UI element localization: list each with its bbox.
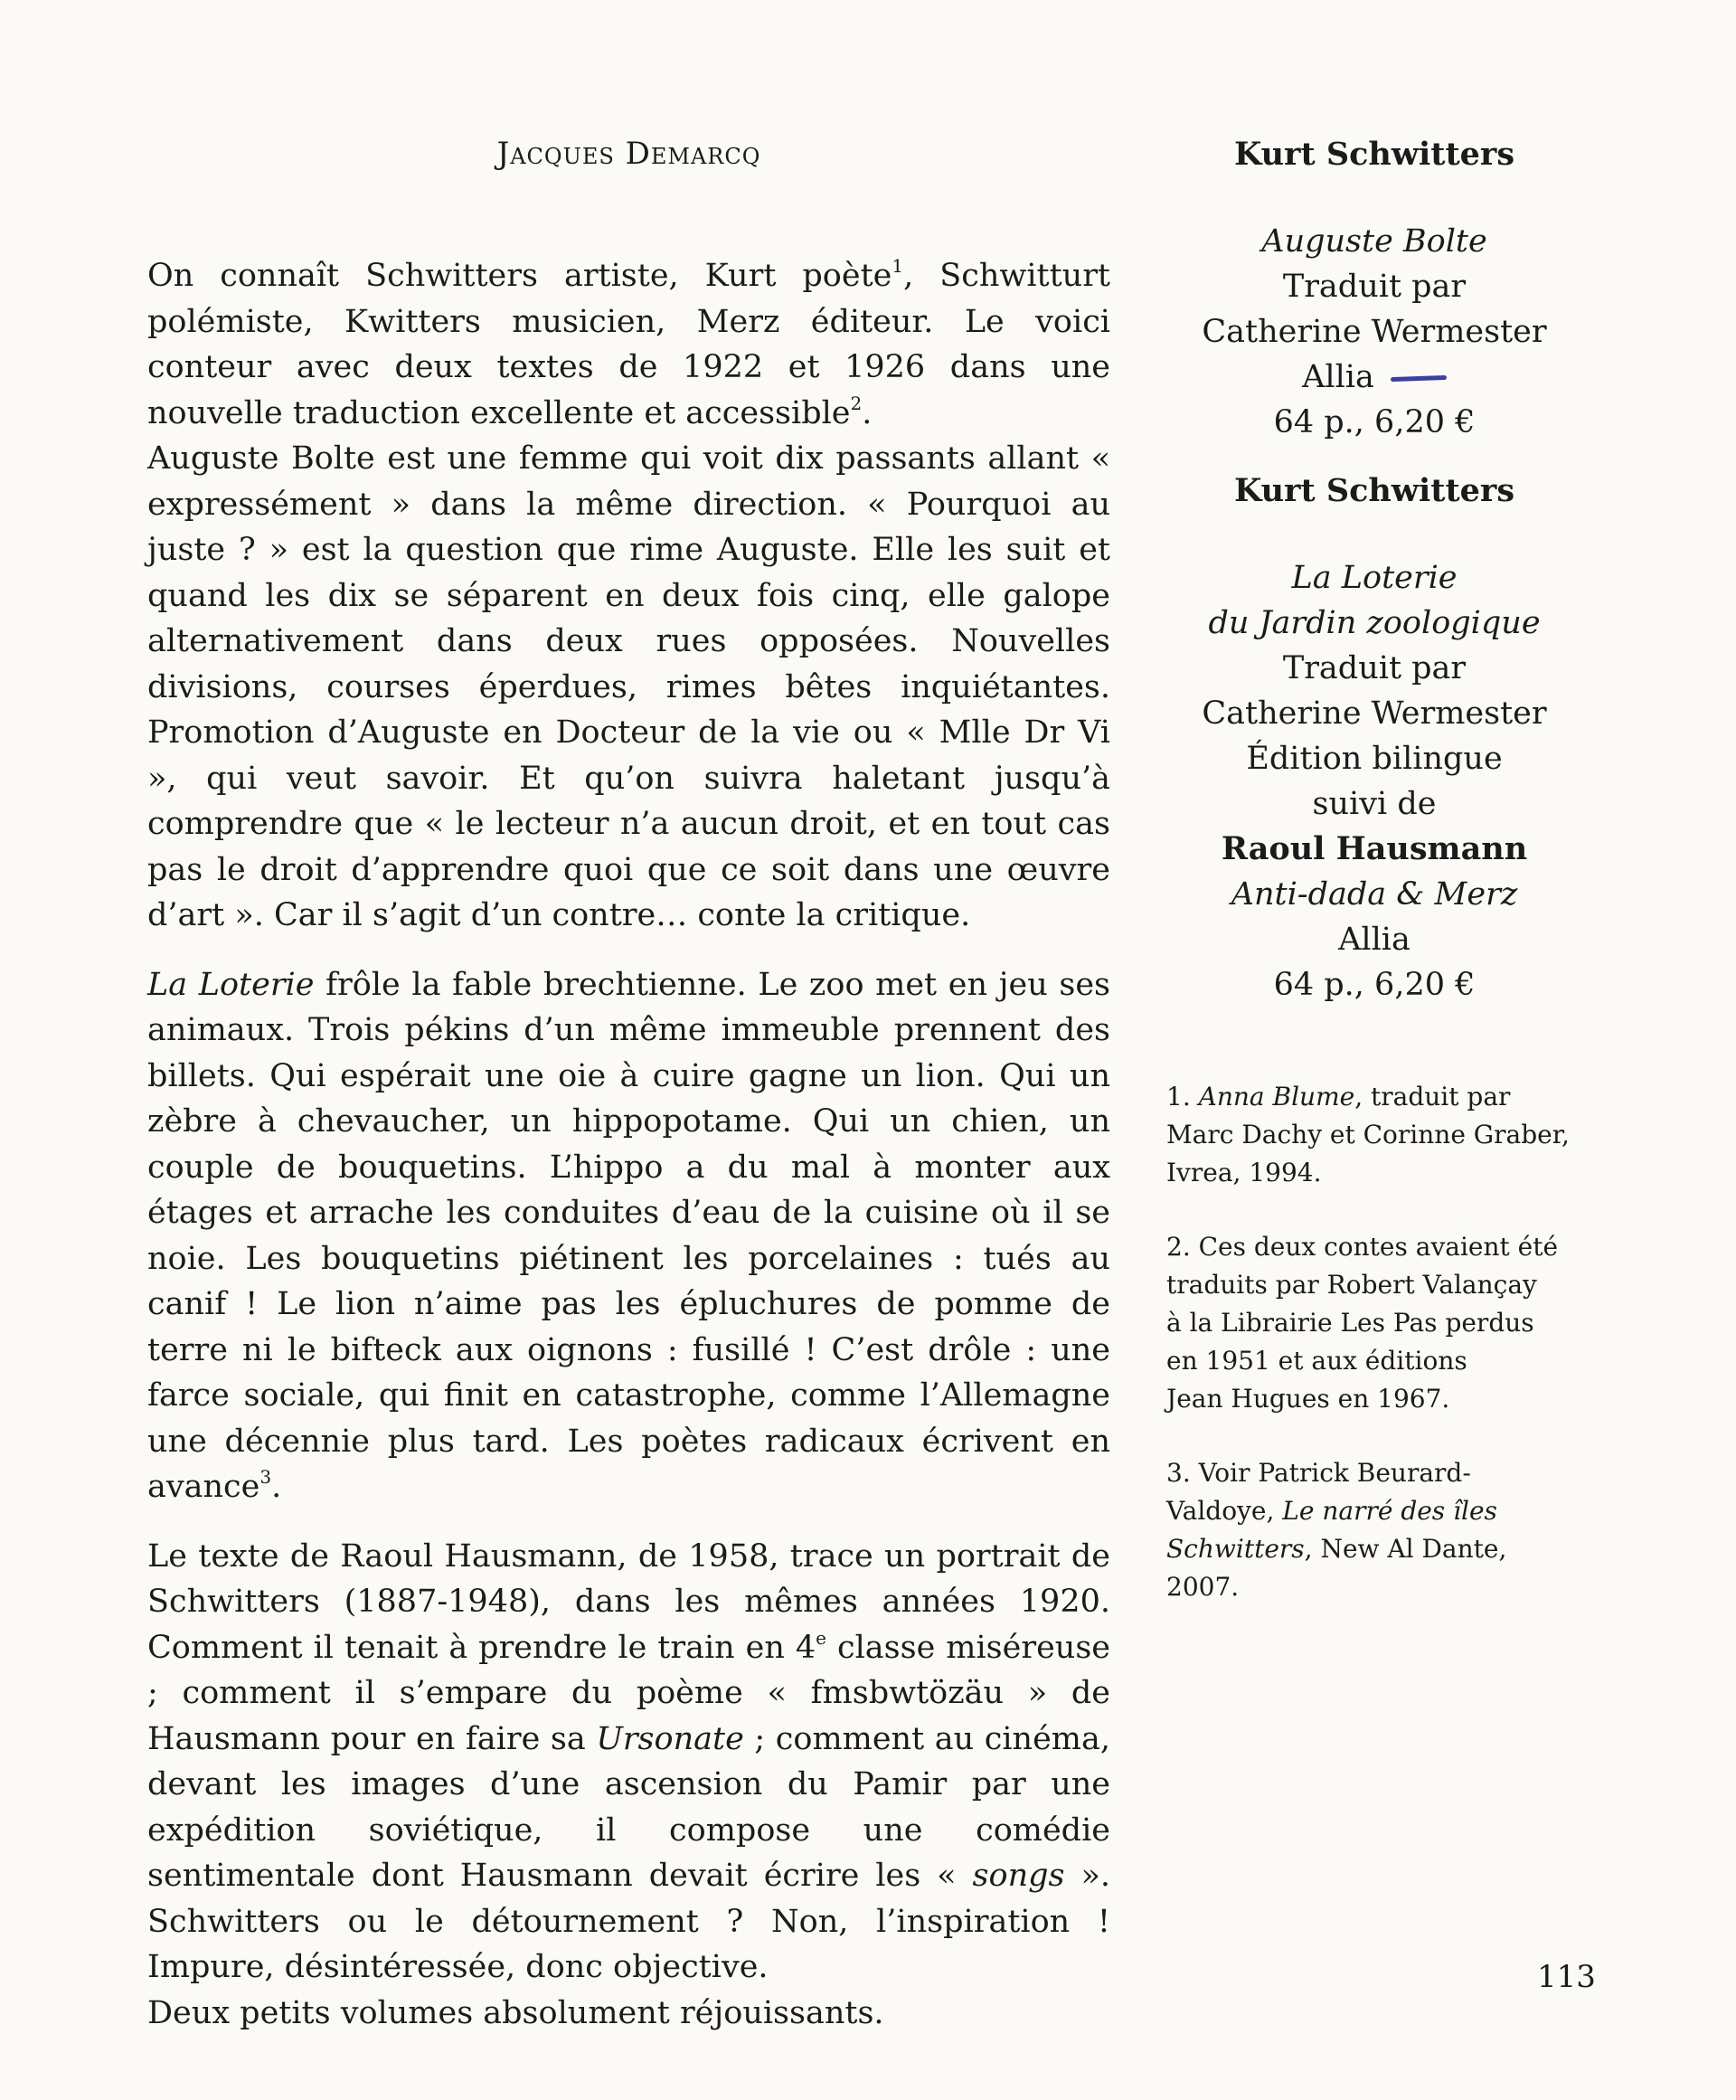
paragraph-1: On connaît Schwitters artiste, Kurt poète$^1$, Schwitturt polémiste, Kwitters musicien, Merz éditeur. Le voici conteur avec deux textes de 1922 et 1926 dans une nouvelle traduction excellente et accessible$^2$. xyxy=(147,255,1110,431)
article-column xyxy=(147,136,1110,2036)
book-1-publisher: Allia xyxy=(1302,359,1374,395)
footnote-3: 3. Voir Patrick Beurard- Valdoye, Le narré des îles Schwitters, New Al Dante, 2007. xyxy=(1166,1458,1507,1602)
book-2-title-line-1: La Loterie xyxy=(1291,560,1458,596)
book-1-author: Kurt Schwitters xyxy=(1233,136,1515,173)
book-2-second-title: Anti-dada & Merz xyxy=(1231,876,1518,913)
footnote-1: 1. Anna Blume, traduit par Marc Dachy et Corinne Graber, Ivrea, 1994. xyxy=(1166,1082,1570,1187)
paragraph-5: Deux petits volumes absolument réjouissants. xyxy=(147,1994,884,2031)
book-2-translator: Catherine Wermester xyxy=(1202,695,1547,732)
book-1: Kurt Schwitters Auguste Bolte Traduit par Catherine Wermester Allia 64 p., 6,20 € xyxy=(1175,132,1573,445)
book-2: Kurt Schwitters La Loterie du Jardin zoologique Traduit par Catherine Wermester Édition bilingue suivi de Raoul Hausmann Anti-dada & Merz Allia 64 p., 6,20 € xyxy=(1175,468,1573,1007)
footnotes xyxy=(1166,1078,1582,1642)
book-2-title-line-2: du Jardin zoologique xyxy=(1208,605,1541,641)
paragraph-2: Auguste Bolte est une femme qui voit dix passants allant « expressément » dans la même direction. « Pourquoi au juste ? » est la question que rime Auguste. Elle les suit et quand les dix se séparent en deux fois cinq, elle galope alternativement dans deux rues opposées. Nouvelles divisions, courses éperdues, rimes bêtes inquiétantes. Promotion d’Auguste en Docteur de la vie ou « Mlle Dr Vi », qui veut savoir. Et qu’on suivra haletant jusqu’à comprendre que « le lecteur n’a aucun droit, et en tout cas pas le droit d’apprendre quoi que ce soit dans une œuvre d’art ». Car il s’agit d’un contre… conte la critique. xyxy=(147,440,1110,933)
footnote-ref-2[interactable]: 2 xyxy=(850,392,863,414)
book-2-author: Kurt Schwitters xyxy=(1233,472,1515,509)
book-2-edition: Édition bilingue xyxy=(1246,741,1503,777)
book-2-publisher: Allia xyxy=(1338,922,1410,958)
paragraph-4: Le texte de Raoul Hausmann, de 1958, trace un portrait de Schwitters (1887-1948), dans les mêmes années 1920. Comment il tenait à prendre le train en 4e classe miséreuse ; comment il s’empare du poème « fmsbwtözäu » de Hausmann pour en faire sa Ursonate ; comment au cinéma, devant les images d’une ascension du Pamir par une expédition soviétique, il compose une comédie sentimentale dont Hausmann devait écrire les « songs ». Schwitters ou le détournement ? Non, l’inspiration ! Impure, désintéressée, donc objective. xyxy=(147,1537,1110,1985)
article-body xyxy=(147,253,1110,2036)
page-number: 113 xyxy=(1537,1959,1596,1995)
book-1-price: 64 p., 6,20 € xyxy=(1273,404,1476,440)
article-author: Jacques Demarcq xyxy=(496,136,761,172)
footnote-ref-1[interactable]: 1 xyxy=(892,255,904,278)
footnote-2: 2. Ces deux contes avaient été traduits par Robert Valançay à la Librairie Les Pas perdus en 1951 et aux éditions Jean Hugues en 1967. xyxy=(1166,1232,1559,1414)
footnote-ref-3[interactable]: 3 xyxy=(259,1466,272,1489)
book-2-second-author: Raoul Hausmann xyxy=(1221,830,1528,867)
paragraph-3: La Loterie frôle la fable brechtienne. Le zoo met en jeu ses animaux. Trois pékins d’un même immeuble prennent des billets. Qui espérait une oie à cuire gagne un lion. Qui un zèbre à chevaucher, un hippopotame. Qui un chien, un couple de bouquetins. L’hippo a du mal à monter aux étages et arrache les conduites d’eau de la cuisine où il se noie. Les bouquetins piétinent les porcelaines : tués au canif ! Le lion n’aime pas les épluchures de pomme de terre ni le bifteck aux oignons : fusillé ! C’est drôle : une farce sociale, qui finit en catastrophe, comme l’Allemagne une décennie plus tard. Les poètes radicaux écrivent en avance$^3$. xyxy=(147,966,1110,1505)
book-1-title: Auguste Bolte xyxy=(1261,223,1487,260)
pen-mark xyxy=(1391,375,1447,382)
book-references xyxy=(1175,132,1573,1007)
book-1-translator: Catherine Wermester xyxy=(1202,314,1547,350)
book-2-price: 64 p., 6,20 € xyxy=(1273,967,1476,1003)
